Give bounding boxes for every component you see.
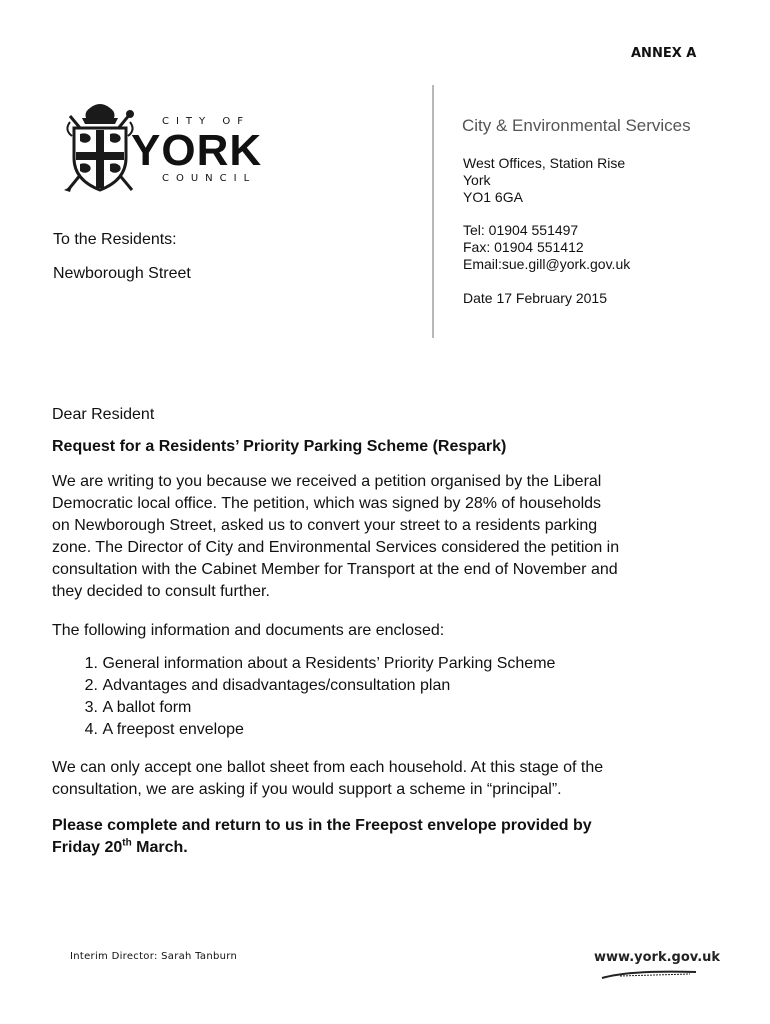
list-item	[52, 719, 692, 741]
list-item	[52, 697, 692, 719]
paragraph-line: consultation with the Cabinet Member for Transport at the end of November and	[52, 561, 618, 578]
address-line: YO1 6GA	[463, 189, 523, 205]
list-number: 1.	[84, 655, 98, 672]
sender-department: City & Environmental Services	[462, 116, 691, 135]
logo-council-text: COUNCIL	[162, 173, 257, 184]
list-text: General information about a Residents’ Priority Parking Scheme	[102, 655, 556, 672]
footer-website: www.york.gov.uk	[594, 950, 721, 965]
footer-director: Interim Director: Sarah Tanburn	[70, 951, 238, 962]
list-number: 3.	[84, 699, 98, 716]
logo-city-of-text: CITY OF	[162, 116, 250, 127]
sender-tel: Tel: 01904 551497	[463, 222, 579, 238]
deadline-text: Friday 20	[52, 839, 123, 856]
address-line: York	[463, 172, 491, 188]
sender-contact	[463, 222, 630, 273]
paragraph-line: zone. The Director of City and Environmental Services considered the petition in	[52, 539, 620, 556]
letter-date: Date 17 February 2015	[463, 290, 607, 306]
paragraph-line: Please complete and return to us in the Freepost envelope provided by	[52, 817, 592, 834]
header-divider	[432, 85, 434, 338]
footer-swoosh-graphic	[600, 964, 700, 982]
salutation: Dear Resident	[52, 406, 155, 423]
paragraph-line: We can only accept one ballot sheet from each household. At this stage of the	[52, 759, 604, 776]
paragraph-line: Democratic local office. The petition, which was signed by 28% of households	[52, 495, 602, 512]
sender-email: Email:sue.gill@york.gov.uk	[463, 256, 631, 272]
intro-paragraph	[52, 471, 712, 603]
paragraph-line: consultation, we are asking if you would support a scheme in “principal”.	[52, 781, 562, 798]
list-text: A ballot form	[102, 699, 192, 716]
ordinal-suffix: th	[122, 837, 132, 849]
paragraph-line: they decided to consult further.	[52, 583, 270, 600]
list-number: 2.	[84, 677, 98, 694]
annex-label: ANNEX A	[631, 46, 697, 61]
sender-fax: Fax: 01904 551412	[463, 239, 584, 255]
return-instructions	[52, 815, 712, 859]
list-text: Advantages and disadvantages/consultation plan	[102, 677, 451, 694]
paragraph-line: on Newborough Street, asked us to convert your street to a residents parking	[52, 517, 598, 534]
paragraph-line: We are writing to you because we received a petition organised by the Liberal	[52, 473, 602, 490]
sender-address	[463, 155, 625, 206]
letter-subject: Request for a Residents’ Priority Parking Scheme (Respark)	[52, 438, 507, 455]
list-item	[52, 675, 692, 697]
list-text: A freepost envelope	[102, 721, 244, 738]
enclosures-list	[52, 653, 692, 741]
recipient-street: Newborough Street	[53, 265, 191, 282]
deadline-month: March.	[131, 839, 188, 856]
list-number: 4.	[84, 721, 98, 738]
logo-york-wordmark: YORK	[131, 126, 263, 175]
paragraph-line	[52, 837, 712, 859]
ballot-paragraph	[52, 757, 712, 801]
list-item	[52, 653, 692, 675]
address-line: West Offices, Station Rise	[463, 155, 626, 171]
recipient-to: To the Residents:	[53, 231, 177, 248]
enclosures-intro: The following information and documents are enclosed:	[52, 622, 445, 639]
